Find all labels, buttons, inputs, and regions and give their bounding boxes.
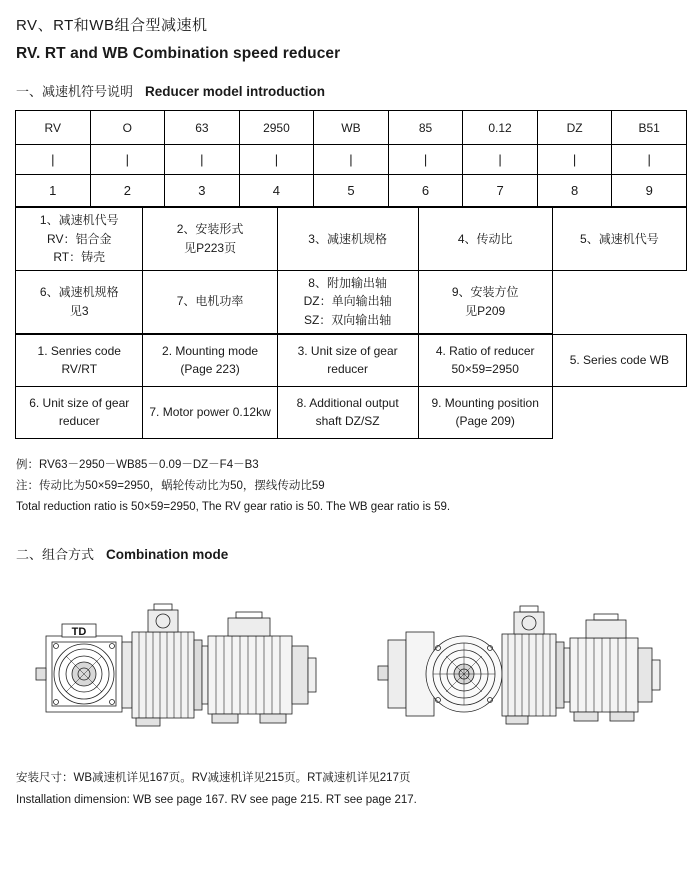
section-1-heading-en: Reducer model introduction <box>145 84 326 99</box>
connector-bar-1: | <box>16 145 91 175</box>
legend-en-cell-6: 6. Unit size of gear reducer <box>16 386 143 438</box>
legend-en-cell-3: 3. Unit size of gear reducer <box>277 334 418 386</box>
legend-table-cn <box>15 207 687 334</box>
table-row <box>16 208 687 271</box>
legend-en-cell-4: 4. Ratio of reducer 50×59=2950 <box>418 334 552 386</box>
assembly-drawing-right <box>368 584 668 754</box>
index-cell-6: 6 <box>388 175 463 207</box>
legend-en-cell-8: 8. Additional output shaft DZ/SZ <box>277 386 418 438</box>
index-cell-8: 8 <box>537 175 612 207</box>
index-cell-5: 5 <box>314 175 389 207</box>
table-row <box>16 270 687 333</box>
legend-en-cell-7: 7. Motor power 0.12kw <box>143 386 277 438</box>
legend-cn-cell-blank <box>552 270 686 333</box>
index-cell-1: 1 <box>16 175 91 207</box>
model-code-cell-1: RV <box>16 111 91 145</box>
legend-cn-cell-1: 1、减速机代号 RV：铝合金 RT：铸壳 <box>16 208 143 271</box>
page-title-cn: RV、RT和WB组合型减速机 <box>16 17 208 34</box>
model-code-cell-6: 85 <box>388 111 463 145</box>
figure-right <box>363 579 673 754</box>
section-2-heading-en: Combination mode <box>106 547 229 563</box>
table-row <box>16 386 687 438</box>
footer-cn: 安装尺寸：WB减速机详见167页。RV减速机详见215页。RT减速机详见217页 <box>16 772 411 785</box>
legend-cn-cell-3: 3、减速机规格 <box>277 208 418 271</box>
note-ratio-en: Total reduction ratio is 50×59=2950, The RV gear ratio is 50. The WB gear ratio is 59. <box>16 501 451 514</box>
legend-table-en <box>15 334 687 439</box>
index-cell-9: 9 <box>612 175 687 207</box>
note-ratio-cn: 注：传动比为50×59=2950，蜗轮传动比为50，摆线传动比59 <box>16 479 325 492</box>
figure-left-label: TD <box>71 626 87 639</box>
section-2-heading-cn: 二、组合方式 <box>16 547 95 563</box>
section-1-heading <box>16 81 686 100</box>
legend-cn-cell-5: 5、减速机代号 <box>552 208 686 271</box>
legend-cn-cell-2: 2、安装形式 见P223页 <box>143 208 277 271</box>
legend-cn-cell-7: 7、电机功率 <box>143 270 277 333</box>
index-cell-3: 3 <box>165 175 240 207</box>
model-code-cell-3: 63 <box>165 111 240 145</box>
connector-bar-4: | <box>239 145 314 175</box>
model-code-cell-8: DZ <box>537 111 612 145</box>
connector-bar-7: | <box>463 145 538 175</box>
model-code-cell-5: WB <box>314 111 389 145</box>
table-row <box>16 334 687 386</box>
index-cell-2: 2 <box>90 175 165 207</box>
connector-bar-6: | <box>388 145 463 175</box>
assembly-drawing-left <box>32 584 332 754</box>
footer-en: Installation dimension: WB see page 167. RV see page 215. RT see page 217. <box>16 794 417 807</box>
figure-left <box>27 579 337 754</box>
note-example: 例：RV63－2950－WB85－0.09－DZ－F4－B3 <box>16 458 259 471</box>
legend-cn-cell-8: 8、附加输出轴 DZ：单向输出轴 SZ：双向输出轴 <box>277 270 418 333</box>
legend-en-cell-2: 2. Mounting mode (Page 223) <box>143 334 277 386</box>
section-2-heading <box>16 544 686 563</box>
connector-bar-2: | <box>90 145 165 175</box>
model-code-cell-4: 2950 <box>239 111 314 145</box>
model-code-cell-2: O <box>90 111 165 145</box>
legend-en-cell-blank <box>552 386 686 438</box>
model-code-cell-7: 0.12 <box>463 111 538 145</box>
connector-bar-9: | <box>612 145 687 175</box>
page-title-en: RV. RT and WB Combination speed reducer <box>16 45 341 62</box>
index-cell-7: 7 <box>463 175 538 207</box>
notes-block <box>16 455 686 519</box>
legend-cn-cell-6: 6、减速机规格 见3 <box>16 270 143 333</box>
model-code-cell-9: B51 <box>612 111 687 145</box>
legend-en-cell-1: 1. Senries code RV/RT <box>16 334 143 386</box>
legend-en-cell-9: 9. Mounting position (Page 209) <box>418 386 552 438</box>
combination-figures <box>14 579 686 754</box>
index-cell-4: 4 <box>239 175 314 207</box>
connector-bar-8: | <box>537 145 612 175</box>
legend-en-cell-5: 5. Series code WB <box>552 334 686 386</box>
model-code-table <box>15 110 687 207</box>
connector-bar-3: | <box>165 145 240 175</box>
footer-block <box>16 768 686 812</box>
table-row-model-code <box>16 111 687 145</box>
legend-cn-cell-9: 9、安装方位 见P209 <box>418 270 552 333</box>
legend-cn-cell-4: 4、传动比 <box>418 208 552 271</box>
section-1-heading-cn: 一、减速机符号说明 <box>16 84 134 99</box>
table-row-connector-bars <box>16 145 687 175</box>
connector-bar-5: | <box>314 145 389 175</box>
table-row-index-numbers <box>16 175 687 207</box>
